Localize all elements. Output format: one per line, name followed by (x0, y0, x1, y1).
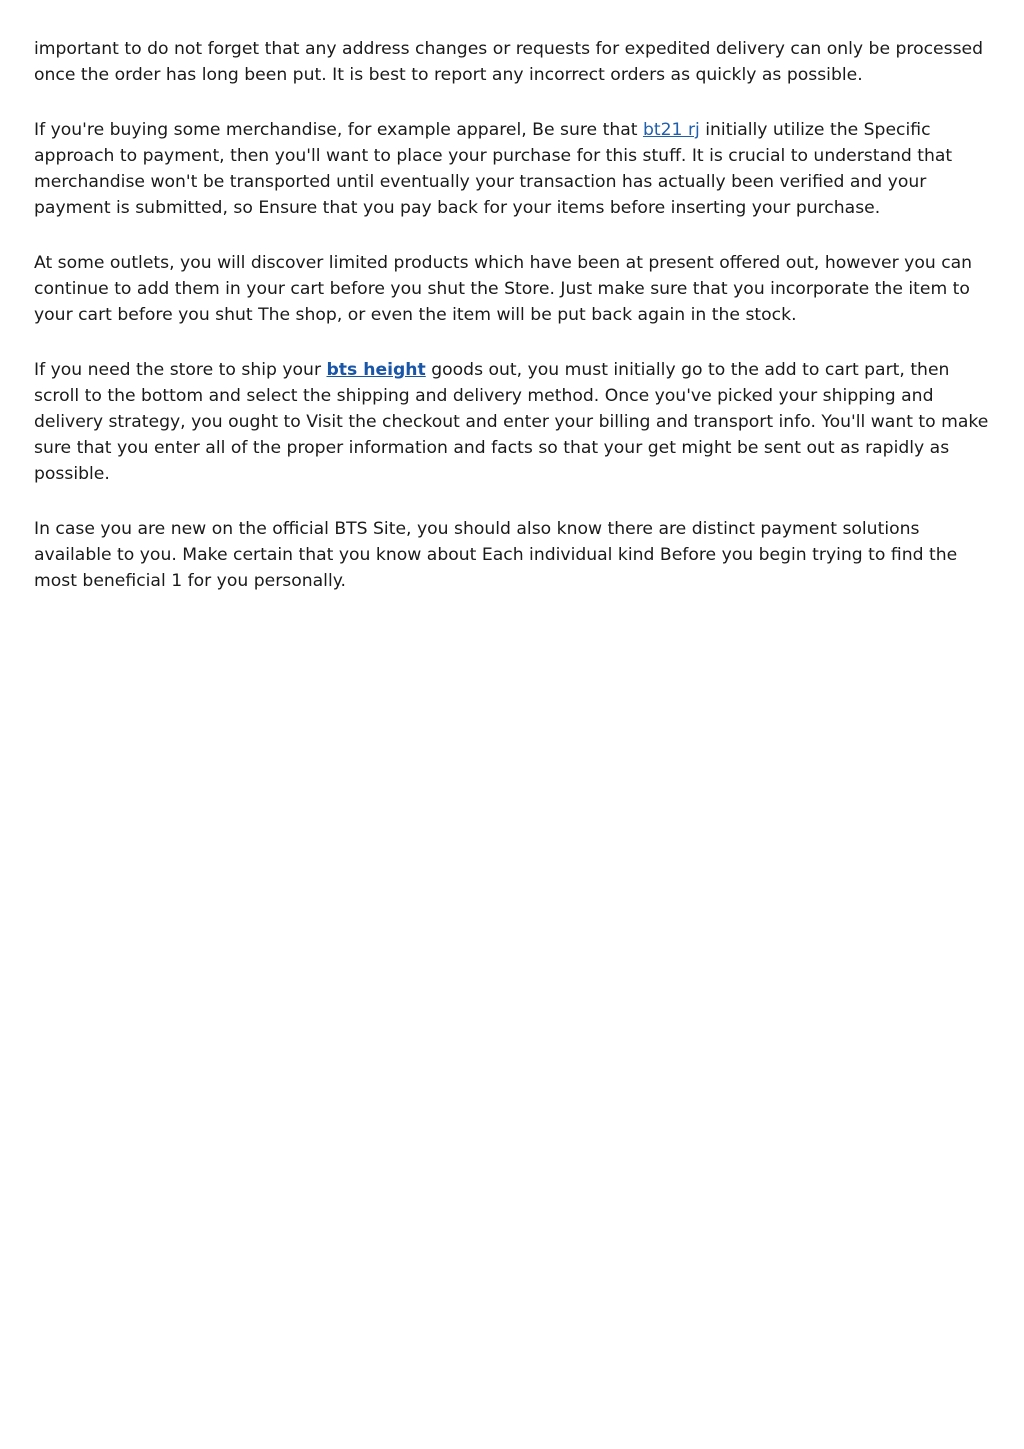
paragraph-1: important to do not forget that any address changes or requests for expedited delivery can only be processed once the order has long been put. It is best to report any incorrect orders as quickly as possible. (34, 39, 984, 85)
bt21-rj-link[interactable]: bt21 rj (642, 120, 700, 140)
paragraph-5: In case you are new on the official BTS Site, you should also know there are distinct payment solutions available to you. Make certain that you know about Each individual kind Before you begin trying to find the most beneficial 1 for you personally. (34, 519, 958, 591)
paragraph-4-lead: If you need the store to ship your (34, 360, 327, 380)
paragraph-4 (34, 357, 992, 487)
paragraph-2 (34, 117, 992, 221)
document-body (34, 36, 992, 623)
paragraph-2-tail: initially utilize the Specific approach to payment, then you'll want to place your purchase for this stuff. It is crucial to understand that merchandise won't be transported until eventually your transaction has actually been verified and your payment is submitted, so Ensure that you pay back for your items before inserting your purchase. (34, 120, 953, 218)
bts-height-link[interactable]: bts height (326, 360, 426, 380)
paragraph-4-tail: goods out, you must initially go to the add to cart part, then scroll to the bottom and select the shipping and delivery method. Once you've picked your shipping and delivery strategy, you ought to Visit the checkout and enter your billing and transport info. You'll want to make sure that you enter all of the proper information and facts so that your get might be sent out as rapidly as possible. (34, 360, 989, 484)
paragraph-3: At some outlets, you will discover limited products which have been at present offered out, however you can continue to add them in your cart before you shut the Store. Just make sure that you incorporate the item to your cart before you shut The shop, or even the item will be put back again in the stock. (34, 253, 973, 325)
paragraph-2-lead: If you're buying some merchandise, for example apparel, Be sure that (34, 120, 643, 140)
